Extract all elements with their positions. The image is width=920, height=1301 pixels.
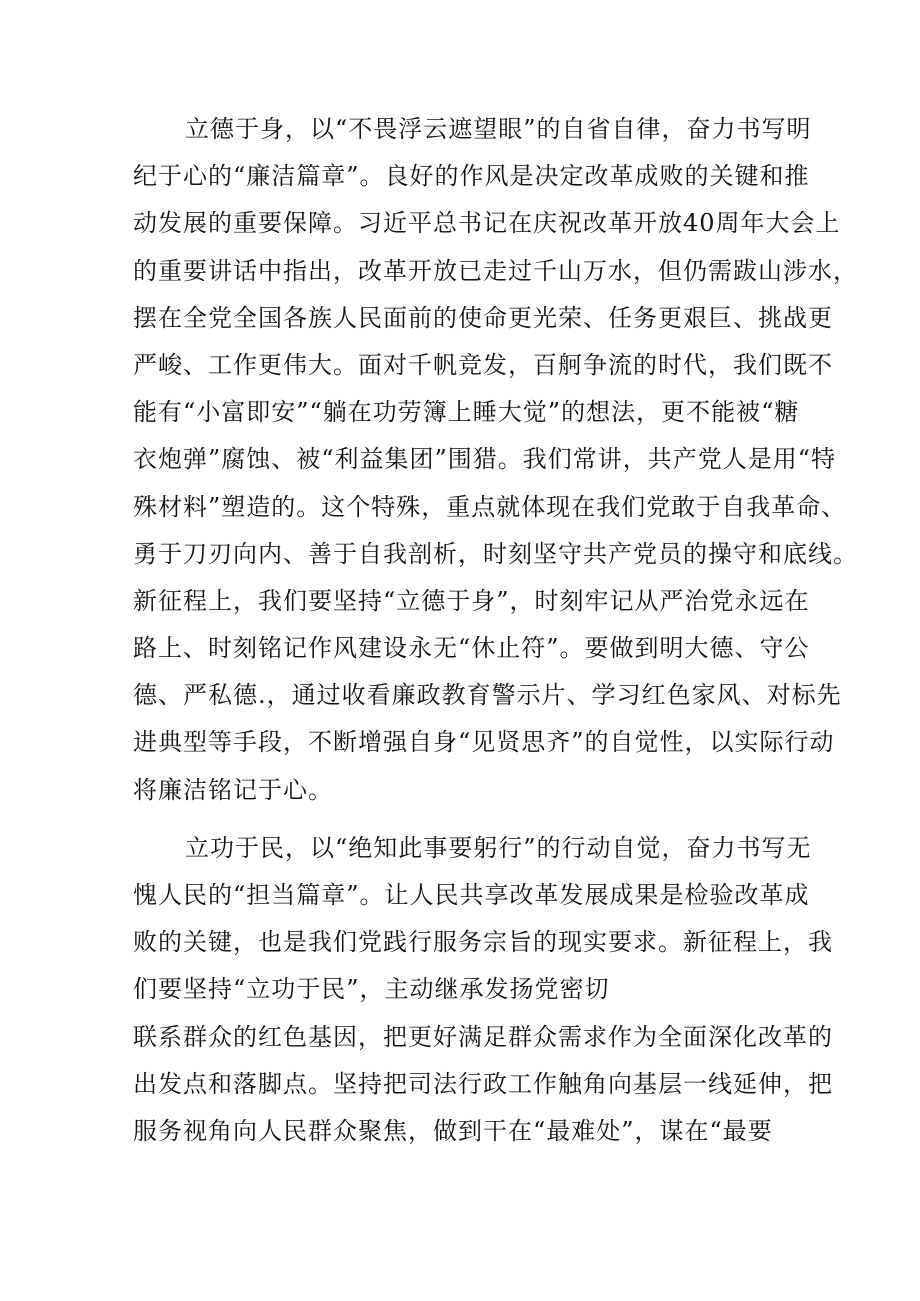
paragraph-line: 败的关键，也是我们党践行服务宗旨的现实要求。新征程上，我 [133, 928, 833, 957]
paragraph-line: 德、严私德.，通过收看廉政教育警示片、学习红色家风、对标先 [133, 681, 842, 710]
paragraph-line: 的重要讲话中指出，改革开放已走过千山万水，但仍需跋山涉水， [133, 256, 858, 285]
paragraph-line: 联系群众的红色基因，把更好满足群众需求作为全面深化改革的 [133, 1022, 833, 1051]
paragraph-1 [133, 106, 858, 814]
paragraph-line: 动发展的重要保障。习近平总书记在庆祝改革开放40周年大会上 [133, 209, 841, 238]
paragraph-line: 愧人民的“担当篇章”。让人民共享改革发展成果是检验改革成 [133, 881, 810, 909]
paragraph-line: 路上、时刻铭记作风建设永无“休止符”。要做到明大德、守公 [133, 634, 810, 663]
paragraph-line: 立功于民，以“绝知此事要躬行”的行动自觉，奋力书写无 [185, 833, 812, 862]
paragraph-line: 立德于身，以“不畏浮云遮望眼”的自省自律，奋力书写明 [185, 115, 812, 143]
paragraph-line: 衣炮弹”腐蚀、被“利益集团”围猎。我们常讲，共产党人是用“特 [133, 445, 837, 474]
paragraph-2 [133, 825, 833, 1155]
paragraph-line: 服务视角向人民群众聚焦，做到干在“最难处”，谋在“最要 [133, 1116, 773, 1145]
document-body [133, 106, 858, 1155]
paragraph-line: 新征程上，我们要坚持“立德于身”，时刻牢记从严治党永远在 [133, 586, 810, 615]
paragraph-spacer [133, 814, 795, 825]
paragraph-line: 勇于刀刃向内、善于自我剖析，时刻坚守共产党员的操守和底线。 [133, 539, 858, 568]
paragraph-line: 严峻、工作更伟大。面对千帆竞发，百舸争流的时代，我们既不 [133, 350, 833, 379]
paragraph-line: 进典型等手段，不断增强自身“见贤思齐”的自觉性，以实际行动 [133, 728, 835, 757]
paragraph-line: 能有“小富即安”“躺在功劳簿上睡大觉”的想法，更不能被“糖 [133, 398, 800, 427]
paragraph-line: 纪于心的“廉洁篇章”。良好的作风是决定改革成败的关键和推 [133, 162, 810, 191]
paragraph-line: 摆在全党全国各族人民面前的使命更光荣、任务更艰巨、挑战更 [133, 303, 833, 332]
paragraph-line: 们要坚持“立功于民”，主动继承发扬党密切 [133, 975, 610, 1004]
paragraph-line: 殊材料”塑造的。这个特殊，重点就体现在我们党敢于自我革命、 [133, 492, 847, 521]
paragraph-line: 将廉洁铭记于心。 [133, 775, 333, 804]
paragraph-line: 出发点和落脚点。坚持把司法行政工作触角向基层一线延伸，把 [133, 1069, 833, 1098]
